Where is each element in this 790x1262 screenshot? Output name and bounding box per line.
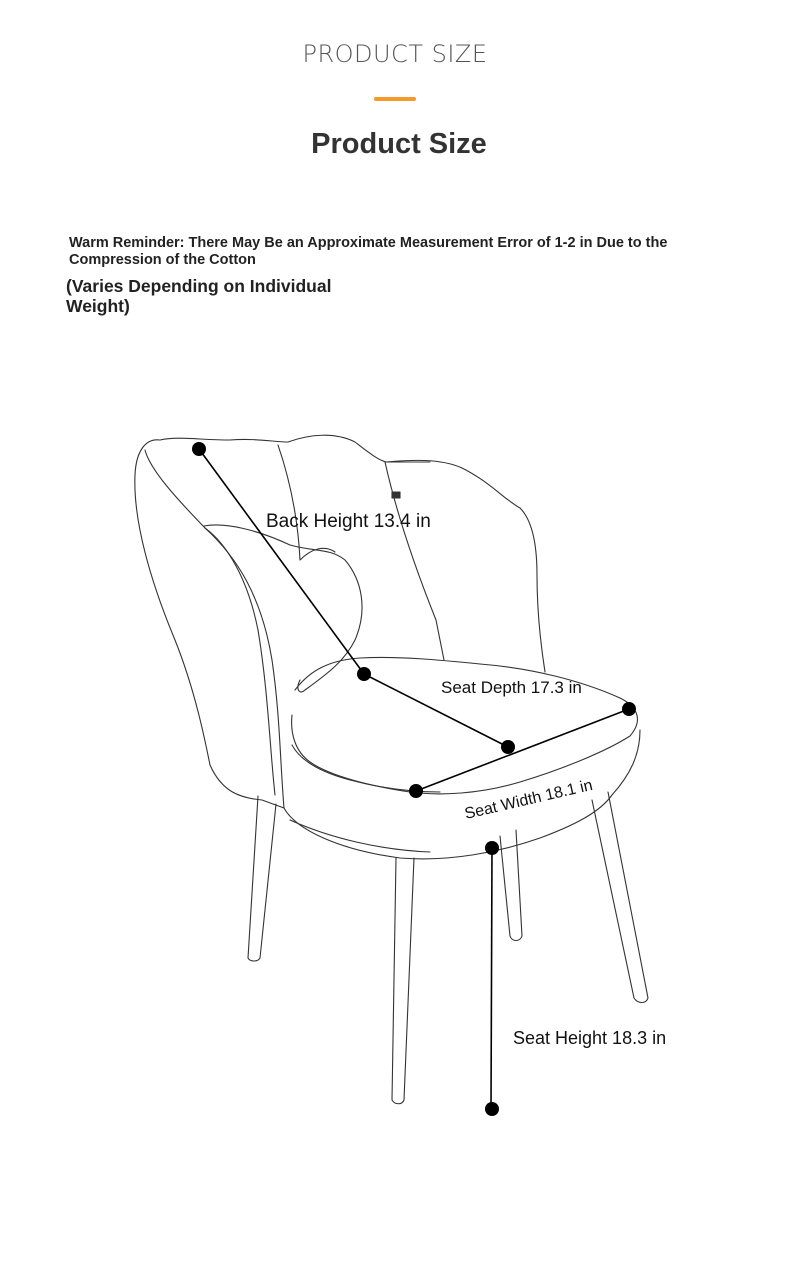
- seat-height-line: [491, 848, 492, 1109]
- back-height-label: Back Height 13.4 in: [266, 511, 431, 532]
- page-title: Product Size: [311, 128, 487, 160]
- back-height-line: [199, 449, 364, 674]
- dimension-lines: [199, 449, 629, 1109]
- dimension-points: [192, 442, 636, 1116]
- leg-front-left: [392, 858, 414, 1104]
- point-back-bottom: [357, 667, 371, 681]
- point-seat-left: [409, 784, 423, 798]
- seat-height-label: Seat Height 18.3 in: [513, 1028, 667, 1048]
- point-back-top: [192, 442, 206, 456]
- lumbar-pillow: [204, 525, 362, 692]
- point-seat-right: [622, 702, 636, 716]
- warm-reminder-text: Warm Reminder: There May Be an Approximate Measurement Error of 1-2 in Due to the Compression of the Cotton: [69, 235, 668, 268]
- point-floor: [485, 1102, 499, 1116]
- weight-note-text: (Varies Depending on Individual Weight): [66, 276, 332, 316]
- point-seat-front: [501, 740, 515, 754]
- seat-width-line: [416, 709, 629, 791]
- leg-front-right: [592, 792, 648, 1003]
- seat-depth-label: Seat Depth 17.3 in: [441, 678, 582, 697]
- point-seat-bottom: [485, 841, 499, 855]
- chair-back-shell: [135, 440, 284, 808]
- leg-back-left: [248, 796, 276, 961]
- chair-arm-inner-rim: [145, 450, 284, 808]
- section-eyebrow: PRODUCT SIZE: [302, 40, 488, 68]
- chair-illustration: [135, 435, 648, 1104]
- chair-back-top-edge: [160, 435, 545, 672]
- seat-width-label: Seat Width 18.1 in: [463, 776, 595, 823]
- chair-back-channel-1: [278, 445, 300, 560]
